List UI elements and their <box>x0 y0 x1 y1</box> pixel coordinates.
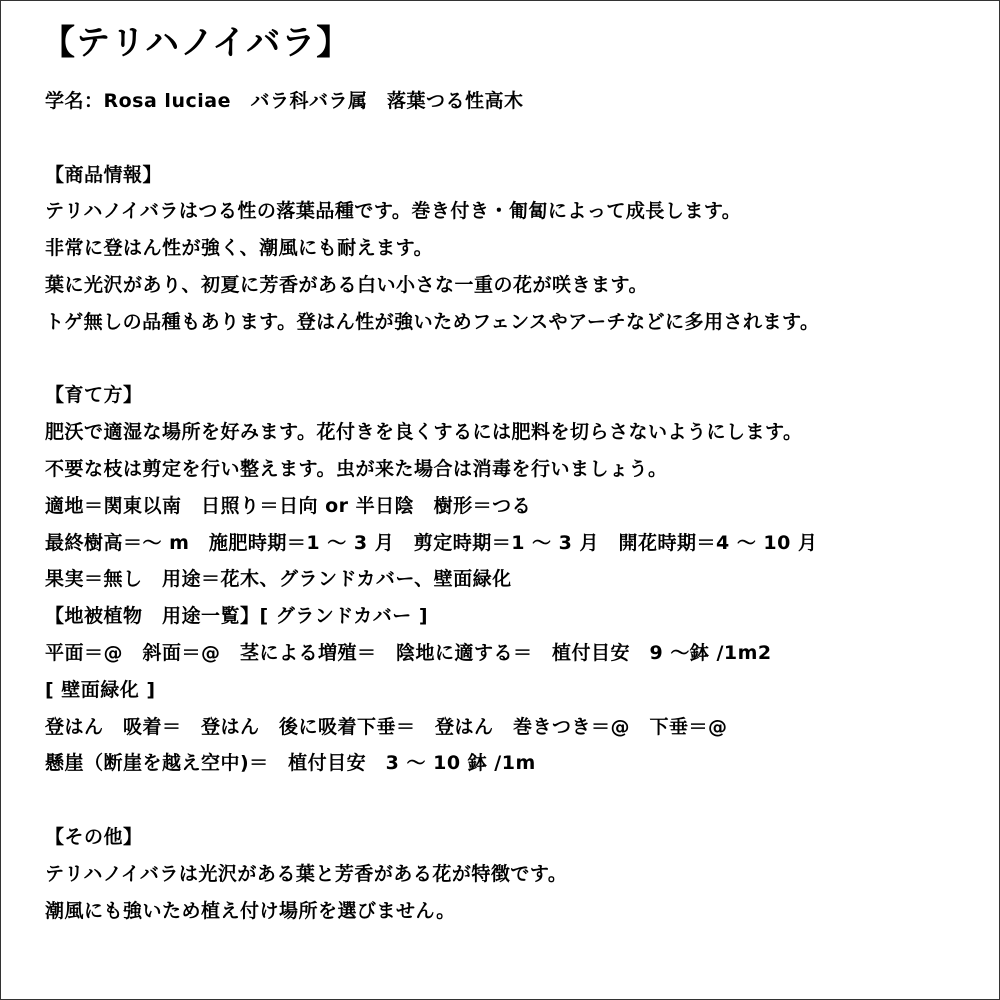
other-line: 潮風にも強いため植え付け場所を選びません。 <box>45 899 456 922</box>
spacer <box>45 782 985 819</box>
care-line: 適地＝関東以南 日照り＝日向 or 半日陰 樹形＝つる <box>45 494 532 517</box>
product-info-line: 非常に登はん性が強く、潮風にも耐えます。 <box>45 237 434 260</box>
care-line: 懸崖（断崖を越え空中)＝ 植付目安 3 ～ 10 鉢 /1m <box>45 752 536 775</box>
care-line: 登はん 吸着＝ 登はん 後に吸着下垂＝ 登はん 巻きつき＝@ 下垂＝@ <box>45 715 728 738</box>
section-heading-product-info: 【商品情報】 <box>45 163 163 186</box>
spacer <box>45 120 985 157</box>
care-line: 最終樹高＝～ m 施肥時期＝1 ～ 3 月 剪定時期＝1 ～ 3 月 開花時期＝4 ～ 10 月 <box>45 531 818 554</box>
product-info-line: トゲ無しの品種もあります。登はん性が強いためフェンスやアーチなどに多用されます。 <box>45 310 820 333</box>
spacer <box>45 341 985 378</box>
care-line: 不要な枝は剪定を行い整えます。虫が来た場合は消毒を行いましょう。 <box>45 457 668 480</box>
care-line: 果実＝無し 用途＝花木、グランドカバー、壁面緑化 <box>45 568 512 591</box>
product-info-line: テリハノイバラはつる性の落葉品種です。巻き付き・匍匐によって成長します。 <box>45 200 742 223</box>
product-info-line: 葉に光沢があり、初夏に芳香がある白い小さな一重の花が咲きます。 <box>45 273 648 296</box>
section-heading-care: 【育て方】 <box>45 384 143 407</box>
other-line: テリハノイバラは光沢がある葉と芳香がある花が特徴です。 <box>45 862 568 885</box>
document-body <box>45 83 985 929</box>
ground-cover-heading: 【地被植物 用途一覧】[ グランドカバー ] <box>45 605 429 628</box>
care-line: 平面＝@ 斜面＝@ 茎による増殖＝ 陰地に適する＝ 植付目安 9 ～鉢 /1m2 <box>45 641 772 664</box>
section-heading-other: 【その他】 <box>45 825 143 848</box>
page-title: 【テリハノイバラ】 <box>41 23 352 63</box>
care-line: 肥沃で適湿な場所を好みます。花付きを良くするには肥料を切らさないようにします。 <box>45 421 803 444</box>
wall-greening-heading: [ 壁面緑化 ] <box>45 678 156 701</box>
scientific-name-line: 学名：Rosa luciae バラ科バラ属 落葉つる性高木 <box>45 90 524 112</box>
